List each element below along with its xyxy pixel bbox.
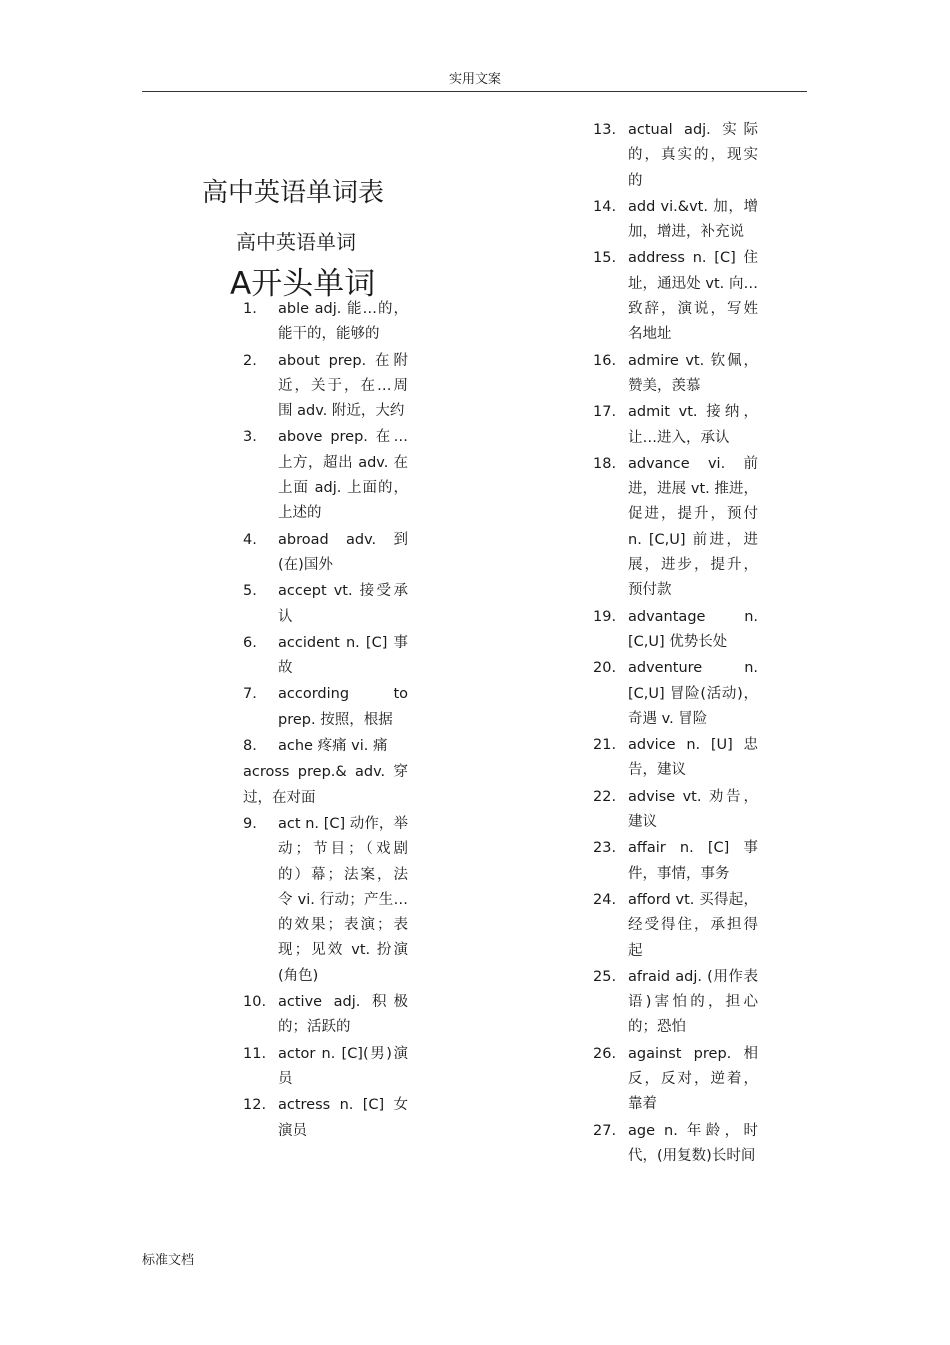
word-entry xyxy=(243,990,408,1041)
entry-text: able adj. 能…的，能干的，能够的 xyxy=(278,301,408,343)
entry-number: 1. xyxy=(243,301,257,317)
entry-text: act n. [C] 动作，举动；节目；（戏剧的）幕；法案，法令 vi. 行动；产生…的效果；表演；表现；见效 vt. 扮演(角色) xyxy=(278,815,408,984)
entry-number: 5. xyxy=(243,583,257,600)
entry-number: 11. xyxy=(243,1045,267,1062)
document-subtitle: 高中英语单词 xyxy=(236,230,356,254)
word-entry xyxy=(243,734,408,759)
right-column xyxy=(593,118,758,1170)
entry-text: abroad adv. 到(在)国外 xyxy=(278,531,408,573)
entry-text: address n. [C] 住址，通迅处 vt. 向…致辞，演说，写姓名地址 xyxy=(628,250,758,343)
word-entry xyxy=(593,246,758,347)
word-entry xyxy=(593,195,758,246)
entry-number: 14. xyxy=(593,198,617,215)
entry-text: actual adj. 实际的，真实的，现实的 xyxy=(628,122,758,189)
entry-text: admit vt. 接纳，让…进入，承认 xyxy=(628,404,758,446)
entry-number: 18. xyxy=(593,455,617,472)
entry-text: actress n. [C] 女演员 xyxy=(278,1097,408,1139)
unnumbered-entry: across prep.& adv. 穿过，在对面 xyxy=(243,764,408,806)
entry-number: 26. xyxy=(593,1045,617,1062)
entry-number: 22. xyxy=(593,788,617,805)
entry-text: admire vt. 钦佩，赞美，羡慕 xyxy=(628,352,758,394)
word-entry xyxy=(593,1119,758,1170)
entry-number: 4. xyxy=(243,531,257,548)
word-entry xyxy=(593,836,758,887)
left-column xyxy=(243,297,408,1145)
entry-number: 16. xyxy=(593,352,617,369)
entry-number: 12. xyxy=(243,1097,267,1114)
word-entry xyxy=(593,785,758,836)
word-entry xyxy=(243,682,408,733)
word-entry xyxy=(593,656,758,732)
entry-text: accident n. [C] 事故 xyxy=(278,634,408,677)
entry-text: above prep. 在…上方，超出 adv. 在上面 adj. 上面的，上述的 xyxy=(278,429,408,522)
entry-number: 27. xyxy=(593,1122,617,1139)
entry-number: 13. xyxy=(593,122,617,138)
entry-number: 20. xyxy=(593,660,617,677)
entry-number: 2. xyxy=(243,352,257,369)
entry-text: afford vt. 买得起，经受得住，承担得起 xyxy=(628,891,758,959)
entry-text: age n. 年龄，时代，(用复数)长时间 xyxy=(628,1122,758,1164)
word-entry xyxy=(593,452,758,604)
word-entry xyxy=(243,812,408,989)
entry-text: advise vt. 劝告，建议 xyxy=(628,788,758,831)
entry-text: afraid adj. (用作表语)害怕的，担心的；恐怕 xyxy=(628,968,758,1036)
entry-text: add vi.&vt. 加，增加，增进，补充说 xyxy=(628,198,758,241)
word-entry xyxy=(593,1042,758,1118)
entry-text: against prep. 相反，反对，逆着，靠着 xyxy=(628,1045,758,1113)
entry-text: according to prep. 按照，根据 xyxy=(278,686,408,728)
entry-number: 21. xyxy=(593,737,617,754)
word-entry xyxy=(243,425,408,526)
word-entry xyxy=(243,579,408,630)
entry-text: advantage n. [C,U] 优势长处 xyxy=(628,608,758,650)
entry-text: actor n. [C](男)演员 xyxy=(278,1045,408,1087)
entry-number: 24. xyxy=(593,891,617,908)
entry-text: advance vi. 前进，进展 vt. 推进，促进，提升，预付 n. [C,U] 前进，进展，进步，提升，预付款 xyxy=(628,455,758,599)
entry-number: 7. xyxy=(243,686,257,703)
word-entry xyxy=(593,733,758,784)
page-footer: 标准文档 xyxy=(142,1253,195,1268)
header-divider xyxy=(142,91,807,92)
entry-number: 9. xyxy=(243,815,257,832)
page-header: 实用文案 xyxy=(448,72,501,87)
entry-number: 10. xyxy=(243,994,267,1011)
word-entry xyxy=(593,400,758,451)
entry-number: 3. xyxy=(243,429,257,446)
entry-number: 15. xyxy=(593,250,617,267)
entry-number: 17. xyxy=(593,404,617,421)
word-entry xyxy=(243,1042,408,1093)
word-entry xyxy=(593,118,758,194)
entry-text: affair n. [C] 事件，事情，事务 xyxy=(628,840,758,882)
word-entry xyxy=(593,965,758,1041)
word-entry xyxy=(243,528,408,579)
word-entry xyxy=(243,631,408,682)
entry-text: about prep. 在附近，关于，在…周围 adv. 附近，大约 xyxy=(278,352,408,420)
entry-number: 8. xyxy=(243,738,257,755)
entry-text: advice n. [U] 忠告，建议 xyxy=(628,737,758,779)
entry-text: active adj. 积极的；活跃的 xyxy=(278,994,408,1036)
entry-text: ache 疼痛 vi. 痛 xyxy=(278,738,388,755)
word-entry xyxy=(593,605,758,656)
entry-text: adventure n. [C,U] 冒险(活动)，奇遇 v. 冒险 xyxy=(628,660,758,727)
word-entry xyxy=(243,297,408,348)
document-title: 高中英语单词表 xyxy=(202,178,385,208)
word-entry xyxy=(243,1093,408,1144)
word-entry xyxy=(593,888,758,964)
section-heading: A开头单词 xyxy=(230,266,376,302)
entry-text: accept vt. 接受承认 xyxy=(278,583,408,625)
word-entry xyxy=(593,349,758,400)
entry-number: 25. xyxy=(593,968,617,985)
entry-number: 19. xyxy=(593,608,617,625)
entry-number: 23. xyxy=(593,840,617,857)
word-entry xyxy=(243,349,408,425)
entry-number: 6. xyxy=(243,634,257,651)
